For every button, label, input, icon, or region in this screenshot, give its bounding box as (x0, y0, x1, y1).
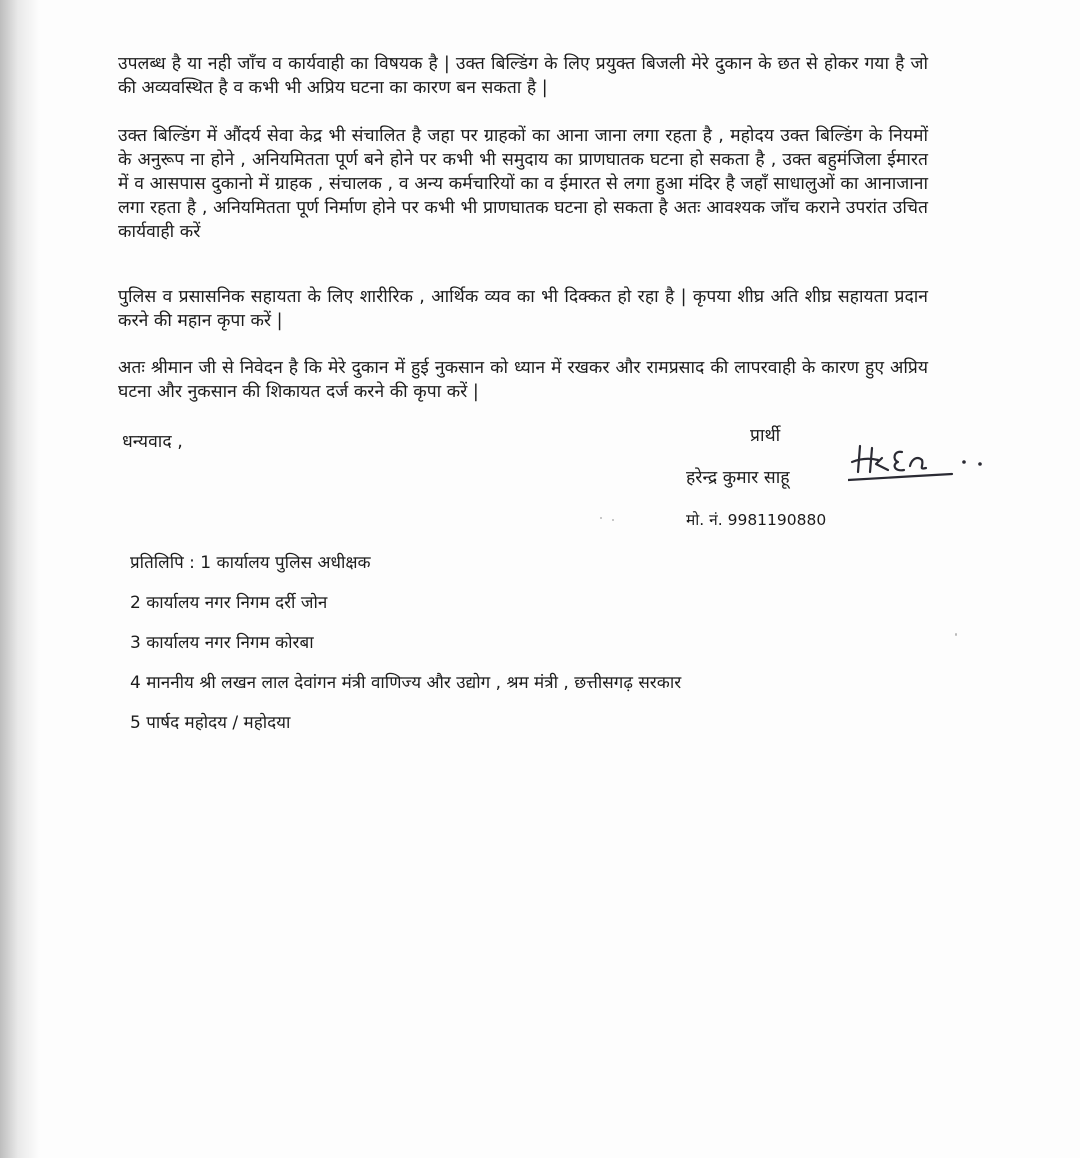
scan-speck (600, 517, 602, 519)
copy-item: 2 कार्यालय नगर निगम दर्री जोन (130, 593, 328, 613)
copies-list (130, 551, 681, 751)
scan-speck (955, 633, 957, 636)
handwritten-signature (848, 436, 998, 488)
applicant-name: हरेन्द्र कुमार साहू (686, 468, 790, 488)
letter-paragraph-1: उपलब्ध है या नही जाँच व कार्यवाही का विषयक है | उक्त बिल्डिंग के लिए प्रयुक्त बिजली मेरे दुकान के छत से होकर गया है जो की अव्यवस्थित है व कभी भी अप्रिय घटना का कारण बन सकता है | (118, 54, 928, 98)
applicant-label: प्रार्थी (750, 426, 781, 446)
letter-paragraph-3: पुलिस व प्रसासनिक सहायता के लिए शारीरिक , आर्थिक व्यव का भी दिक्कत हो रहा है | कृपया शीघ्र अति शीघ्र सहायता प्रदान करने की महान कृपा करें | (118, 287, 928, 331)
scan-shadow-edge (0, 0, 40, 1158)
scan-speck (612, 519, 614, 521)
copy-item: 4 माननीय श्री लखन लाल देवांगन मंत्री वाणिज्य और उद्योग , श्रम मंत्री , छत्तीसगढ़ सरकार (130, 673, 682, 693)
closing-thanks: धन्यवाद , (122, 432, 183, 452)
letter-paragraph-2: उक्त बिल्डिंग में औंदर्य सेवा केद्र भी संचालित है जहा पर ग्राहकों का आना जाना लगा रहता है , महोदय उक्त बिल्डिंग के नियमों के अनुरूप ना होने , अनियमितता पूर्ण बने होने पर कभी भी समुदाय का प्राणघातक घटना हो सकता है , उक्त बहुमंजिला ईमारत में व आसपास दुकानो में ग्राहक , संचालक , व अन्य कर्मचारियों का व ईमारत से लगा हुआ मंदिर है जहाँ साधालुओं का आनाजाना लगा रहता है , अनियमितता पूर्ण निर्माण होने पर कभी भी प्राणघातक घटना हो सकता है अतः आवश्यक जाँच कराने उपरांत उचित कार्यवाही करें (118, 126, 928, 242)
copy-item: 5 पार्षद महोदय / महोदया (130, 713, 291, 733)
copy-item: 3 कार्यालय नगर निगम कोरबा (130, 633, 314, 653)
copy-item: प्रतिलिपि : 1 कार्यालय पुलिस अधीक्षक (130, 553, 371, 573)
applicant-mobile: मो. नं. 9981190880 (686, 511, 827, 529)
letter-paragraph-4: अतः श्रीमान जी से निवेदन है कि मेरे दुकान में हुई नुकसान को ध्यान में रखकर और रामप्रसाद की लापरवाही के कारण हुए अप्रिय घटना और नुकसान की शिकायत दर्ज करने की कृपा करें | (118, 358, 928, 402)
